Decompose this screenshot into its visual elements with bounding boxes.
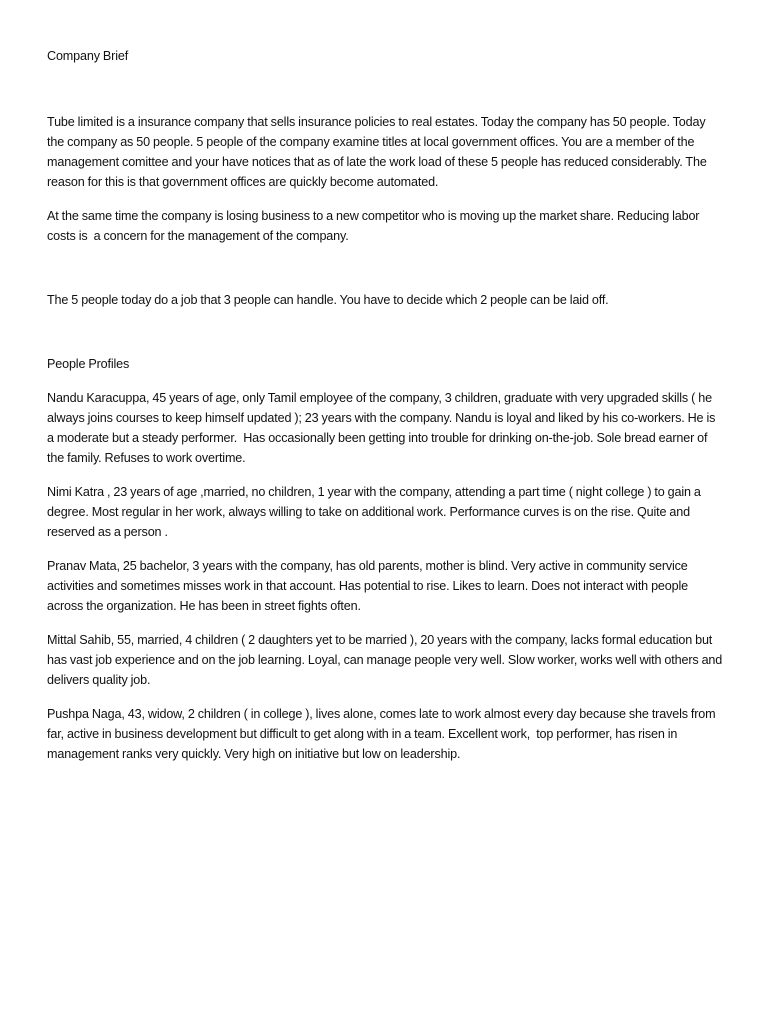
document-body	[47, 46, 726, 778]
intro-paragraph: Tube limited is a insurance company that sells insurance policies to real estates. Today the company has 50 people. Today the company as 50 people. 5 people of the company examine titles at local government offices. You are a member of the management comittee and your have notices that as of late the work load of these 5 people has reduced considerably. The reason for this is that government offices are quickly become automated.	[47, 115, 712, 189]
profile-paragraph: Mittal Sahib, 55, married, 4 children ( 2 daughters yet to be married ), 20 years with the company, lacks formal education but has vast job experience and on the job learning. Loyal, can manage people very well. Slow worker, works well with others and delivers quality job.	[47, 633, 726, 687]
document-title: Company Brief	[47, 49, 129, 63]
profiles-heading: People Profiles	[47, 357, 130, 371]
profile-paragraph: Pushpa Naga, 43, widow, 2 children ( in college ), lives alone, comes late to work almost every day because she travels from far, active in business development but difficult to get along with in a team. Excellent work, top performer, has risen in management ranks very quickly. Very high on initiative but low on leadership.	[47, 707, 719, 761]
profile-paragraph: Pranav Mata, 25 bachelor, 3 years with the company, has old parents, mother is blind. Very active in community service activities and sometimes misses work in that account. Has potential to rise. Likes to learn. Does not interact with people across the organization. He has been in street fights often.	[47, 559, 692, 613]
profile-paragraph: Nimi Katra , 23 years of age ,married, no children, 1 year with the company, attending a part time ( night college ) to gain a degree. Most regular in her work, always willing to take on additional work. Performance curves is on the rise. Quite and reserved as a person .	[47, 485, 704, 539]
intro-paragraph: At the same time the company is losing business to a new competitor who is moving up the market share. Reducing labor costs is a concern for the management of the company.	[47, 209, 703, 243]
intro-paragraph: The 5 people today do a job that 3 people can handle. You have to decide which 2 people can be laid off.	[47, 293, 609, 307]
profile-paragraph: Nandu Karacuppa, 45 years of age, only Tamil employee of the company, 3 children, graduate with very upgraded skills ( he always joins courses to keep himself updated ); 23 years with the company. Nandu is loyal and liked by his co-workers. He is a moderate but a steady performer. Has occasionally been getting into trouble for drinking on-the-job. Sole bread earner of the family. Refuses to work overtime.	[47, 391, 719, 465]
